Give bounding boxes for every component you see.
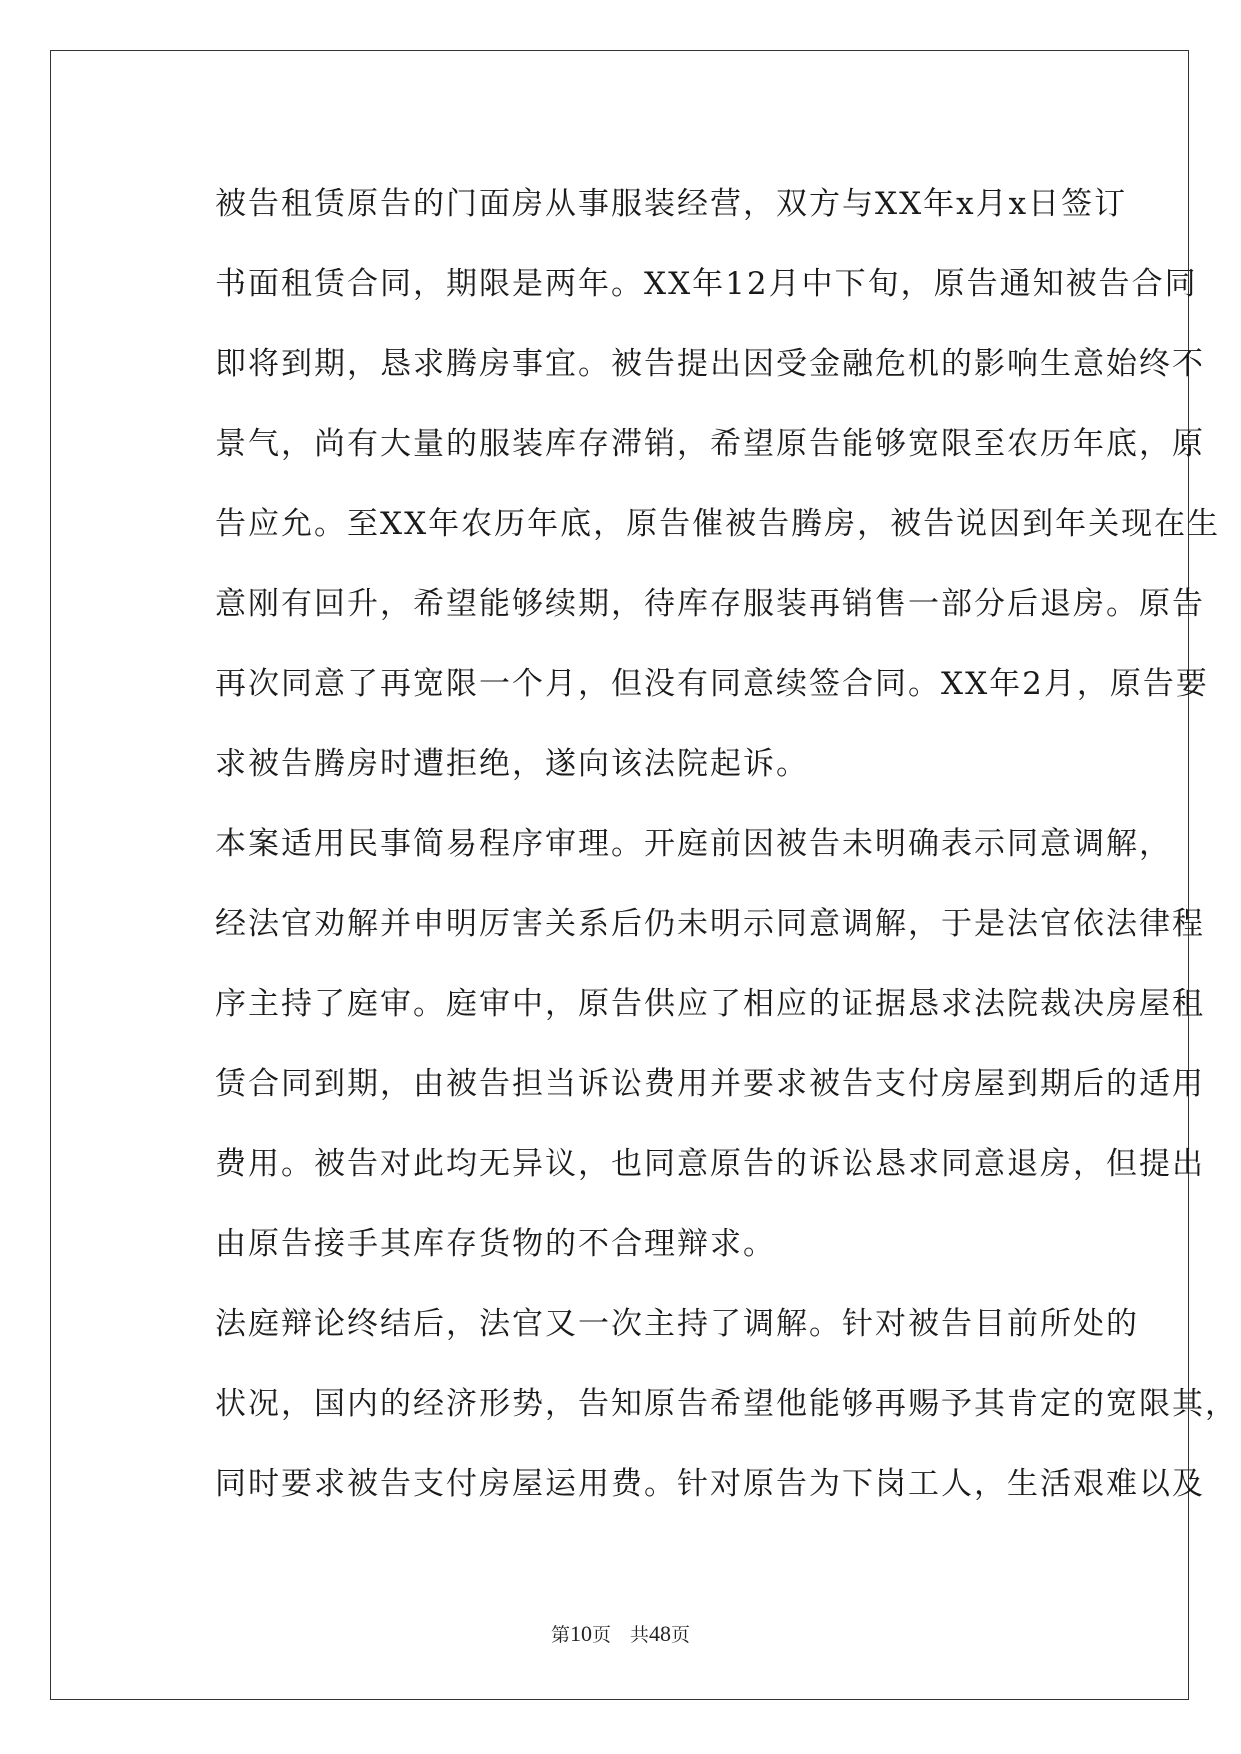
page-footer bbox=[0, 1620, 1241, 1647]
paragraph-3 bbox=[153, 1284, 1238, 1524]
text-line: 即将到期，恳求腾房事宜。被告提出因受金融危机的影响生意始终不 bbox=[215, 346, 1205, 382]
paragraph-2 bbox=[153, 804, 1205, 1284]
text-line: 同时要求被告支付房屋运用费。针对原告为下岗工人，生活艰难以及 bbox=[215, 1466, 1205, 1502]
document-body bbox=[153, 164, 1238, 1524]
page-prefix: 第 bbox=[550, 1624, 570, 1646]
text-line: 费用。被告对此均无异议，也同意原告的诉讼恳求同意退房，但提出 bbox=[215, 1146, 1205, 1182]
paragraph-1 bbox=[153, 164, 1221, 804]
text-line: 法庭辩论终结后，法官又一次主持了调解。针对被告目前所处的 bbox=[215, 1306, 1139, 1342]
page-total: 48 bbox=[649, 1621, 671, 1646]
text-line: 本案适用民事简易程序审理。开庭前因被告未明确表示同意调解， bbox=[215, 826, 1172, 862]
text-line: 求被告腾房时遭拒绝，遂向该法院起诉。 bbox=[215, 746, 809, 782]
text-line: 经法官劝解并申明厉害关系后仍未明示同意调解，于是法官依法律程 bbox=[215, 906, 1205, 942]
text-line: 书面租赁合同，期限是两年。XX年12月中下旬，原告通知被告合同 bbox=[215, 266, 1198, 302]
page-mid: 页 共 bbox=[591, 1624, 649, 1646]
text-line: 序主持了庭审。庭审中，原告供应了相应的证据恳求法院裁决房屋租 bbox=[215, 986, 1205, 1022]
text-line: 景气，尚有大量的服装库存滞销，希望原告能够宽限至农历年底，原 bbox=[215, 426, 1205, 462]
text-line: 告应允。至XX年农历年底，原告催被告腾房，被告说因到年关现在生 bbox=[215, 506, 1221, 542]
text-line: 赁合同到期，由被告担当诉讼费用并要求被告支付房屋到期后的适用 bbox=[215, 1066, 1205, 1102]
page-number: 10 bbox=[569, 1621, 592, 1646]
text-line: 由原告接手其库存货物的不合理辩求。 bbox=[215, 1226, 776, 1262]
text-line: 再次同意了再宽限一个月，但没有同意续签合同。XX年2月，原告要 bbox=[215, 666, 1209, 702]
page-suffix: 页 bbox=[671, 1624, 691, 1646]
text-line: 意刚有回升，希望能够续期，待库存服装再销售一部分后退房。原告 bbox=[215, 586, 1205, 622]
text-line: 被告租赁原告的门面房从事服装经营，双方与XX年x月x日签订 bbox=[215, 186, 1128, 222]
text-line: 状况，国内的经济形势，告知原告希望他能够再赐予其肯定的宽限其， bbox=[215, 1386, 1238, 1422]
